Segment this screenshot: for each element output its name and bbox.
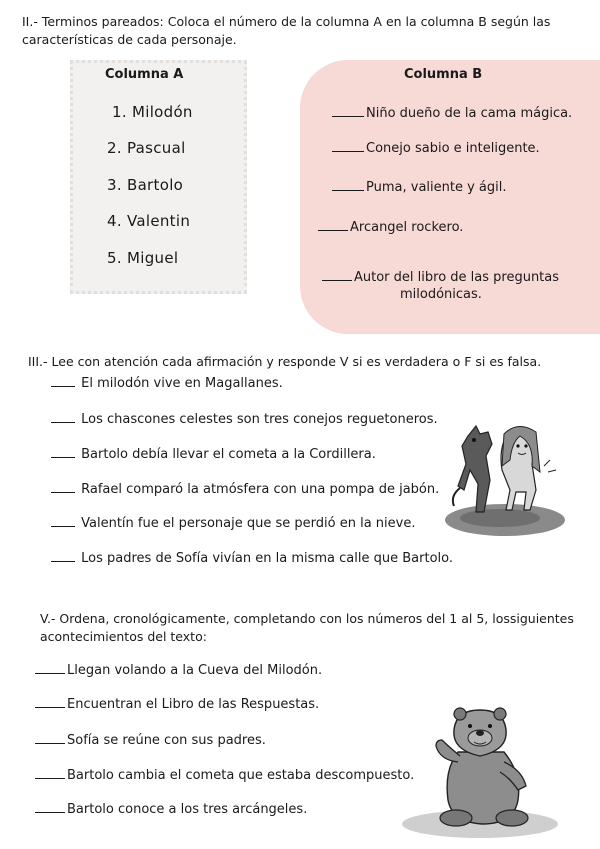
statement-row: Rafael comparó la atmósfera con una pompa de jabón. — [51, 480, 439, 499]
section-5-instruction-line-2: acontecimientos del texto: — [40, 629, 207, 644]
answer-blank[interactable] — [332, 178, 364, 191]
column-b-item: Arcangel rockero. — [318, 218, 463, 235]
column-b-title: Columna B — [404, 67, 483, 82]
event-row: Bartolo cambia el cometa que estaba descompuesto. — [35, 766, 414, 785]
answer-blank[interactable] — [318, 218, 348, 231]
statement-row: Los padres de Sofía vivían en la misma calle que Bartolo. — [51, 549, 453, 568]
column-a-item: 2. Pascual — [107, 139, 186, 157]
column-b-item: Conejo sabio e inteligente. — [332, 139, 540, 156]
column-a-item: 5. Miguel — [107, 249, 179, 267]
statement-row: Los chascones celestes son tres conejos reguetoneros. — [51, 410, 438, 429]
section-2-instruction-line-1: II.- Terminos pareados: Coloca el número de la columna A en la columna B según las — [22, 14, 551, 29]
column-a-item: 1. Milodón — [112, 103, 193, 121]
vf-answer-blank[interactable] — [51, 549, 75, 562]
order-answer-blank[interactable] — [35, 695, 65, 708]
order-answer-blank[interactable] — [35, 731, 65, 744]
column-b-item-continuation: milodónicas. — [400, 287, 482, 302]
column-a-item: 3. Bartolo — [107, 176, 184, 194]
order-answer-blank[interactable] — [35, 766, 65, 779]
vf-answer-blank[interactable] — [51, 410, 75, 423]
vf-answer-blank[interactable] — [51, 480, 75, 493]
answer-blank[interactable] — [332, 104, 364, 117]
vf-answer-blank[interactable] — [51, 514, 75, 527]
statement-row: El milodón vive en Magallanes. — [51, 374, 283, 393]
event-row: Encuentran el Libro de las Respuestas. — [35, 695, 319, 714]
statement-row: Bartolo debía llevar el cometa a la Cordillera. — [51, 445, 376, 464]
column-a-title: Columna A — [105, 67, 184, 82]
order-answer-blank[interactable] — [35, 661, 65, 674]
vf-answer-blank[interactable] — [51, 445, 75, 458]
statement-row: Valentín fue el personaje que se perdió en la nieve. — [51, 514, 415, 533]
column-b-item: Puma, valiente y ágil. — [332, 178, 507, 195]
column-a-item: 4. Valentin — [107, 212, 191, 230]
section-3-instruction: III.- Lee con atención cada afirmación y responde V si es verdadera o F si es falsa. — [28, 354, 542, 369]
event-row: Bartolo conoce a los tres arcángeles. — [35, 800, 307, 819]
puma-girl-dancing-illustration — [440, 420, 570, 538]
section-5-instruction-line-1: V.- Ordena, cronológicamente, completando con los números del 1 al 5, lossiguientes — [40, 611, 574, 626]
milodon-illustration — [400, 700, 560, 840]
answer-blank[interactable] — [332, 139, 364, 152]
column-b-item: Niño dueño de la cama mágica. — [332, 104, 572, 121]
vf-answer-blank[interactable] — [51, 374, 75, 387]
event-row: Sofía se reúne con sus padres. — [35, 731, 266, 750]
event-row: Llegan volando a la Cueva del Milodón. — [35, 661, 322, 680]
answer-blank[interactable] — [322, 268, 352, 281]
column-b-item: Autor del libro de las preguntas — [322, 268, 559, 285]
order-answer-blank[interactable] — [35, 800, 65, 813]
section-2-instruction-line-2: características de cada personaje. — [22, 32, 237, 47]
